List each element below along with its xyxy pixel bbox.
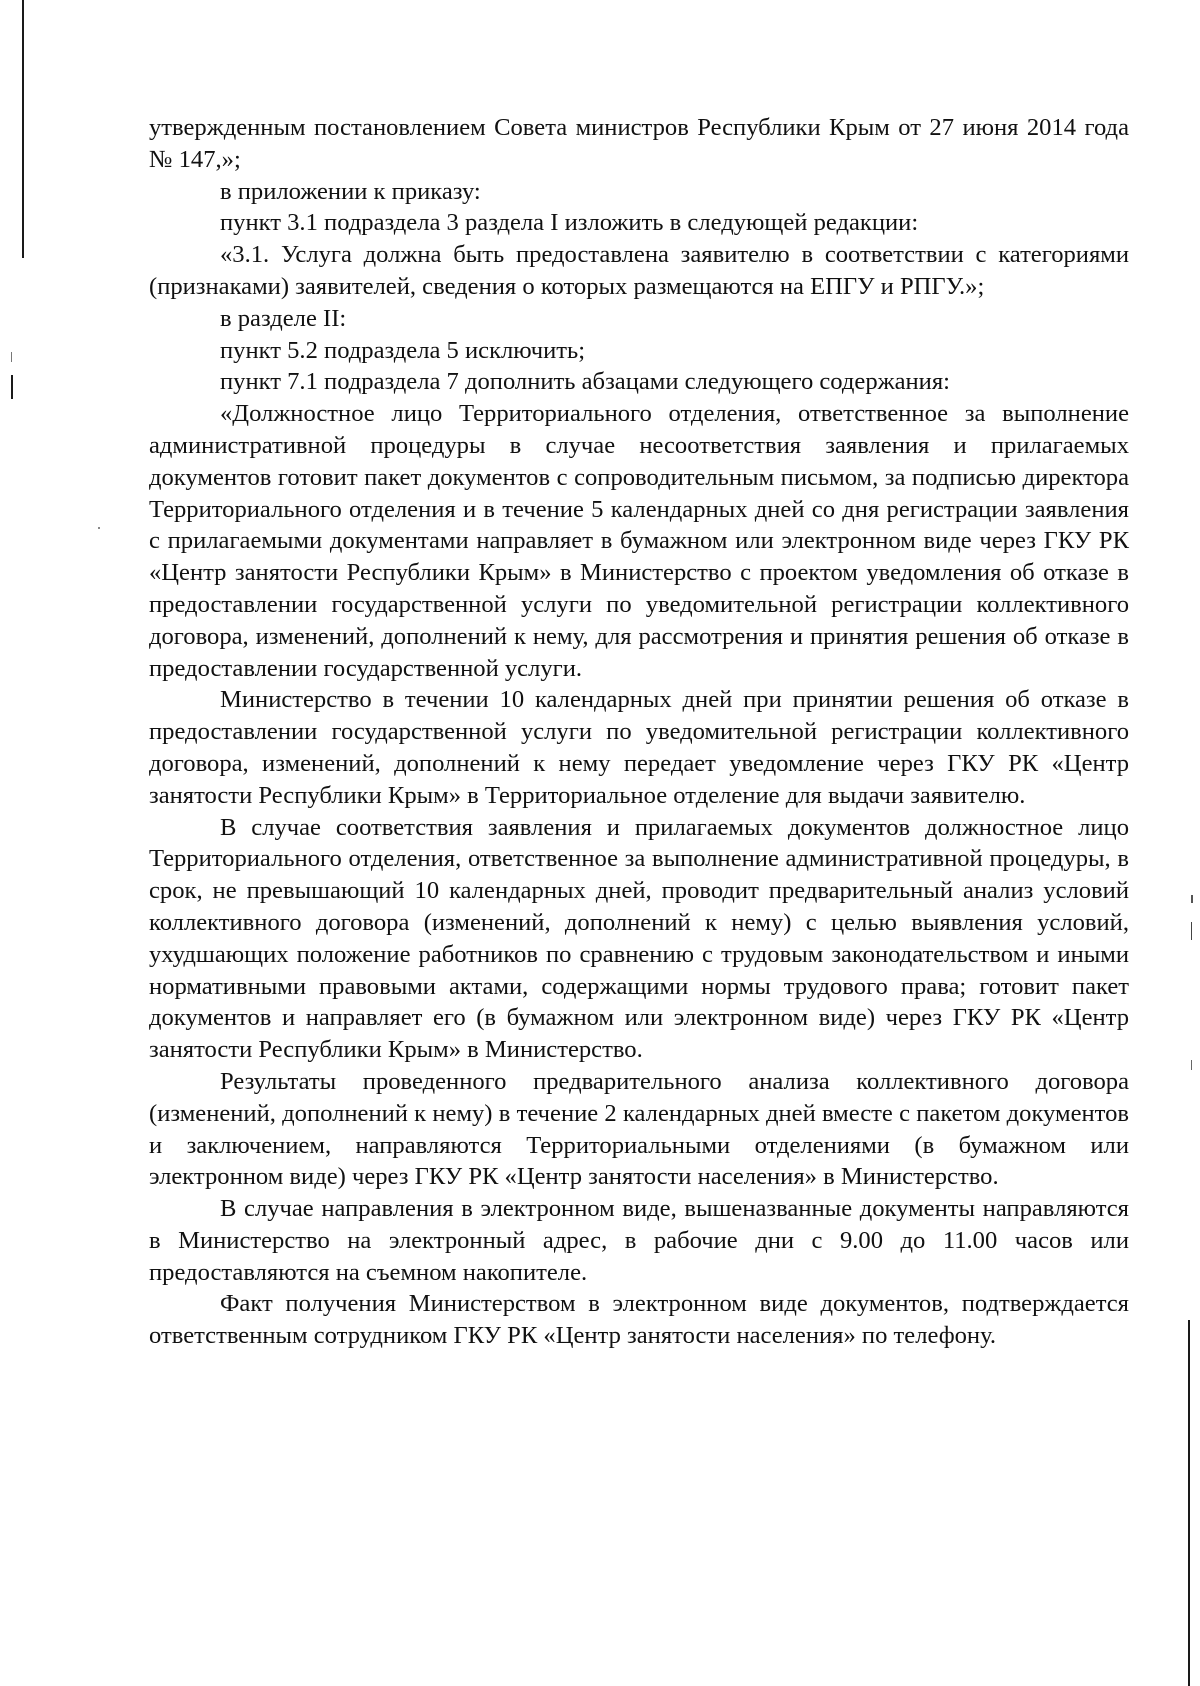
paragraph: «3.1. Услуга должна быть предоставлена заявителю в соответствии с категориями (признаками) заявителей, сведения о которых размещаются на ЕПГУ и РПГУ.»; <box>149 241 1129 300</box>
paragraph: Факт получения Министерством в электронном виде документов, подтверждается ответственным сотрудником ГКУ РК «Центр занятости населения» по телефону. <box>149 1290 1129 1350</box>
scan-margin-mark <box>11 352 12 362</box>
paragraph: пункт 3.1 подраздела 3 раздела I изложить в следующей редакции: <box>220 209 919 237</box>
paragraph: В случае направления в электронном виде, вышеназванные документы направляются в Министерство на электронный адрес, в рабочие дни с 9.00 до 11.00 часов или предоставляются на съемном накопителе. <box>149 1195 1129 1286</box>
paragraph: Министерство в течении 10 календарных дней при принятии решения об отказе в предоставлении государственной услуги по уведомительной регистрации коллективного договора, изменений, дополнений к нему передает уведомление через ГКУ РК «Центр занятости Республики Крым» в Территориальное отделение для выдачи заявителю. <box>149 686 1129 809</box>
scan-margin-mark <box>1191 922 1192 940</box>
scan-margin-mark <box>1191 895 1193 903</box>
paragraph: Результаты проведенного предварительного анализа коллективного договора (изменений, дополнений к нему) в течение 2 календарных дней вместе с пакетом документов и заключением, направляются Территориальными отделениями (в бумажном или электронном виде) через ГКУ РК «Центр занятости населения» в Министерство. <box>149 1067 1129 1191</box>
scan-margin-mark <box>1191 1060 1192 1070</box>
paragraph: пункт 5.2 подраздела 5 исключить; <box>220 336 586 364</box>
scan-margin-line <box>1188 1320 1190 1686</box>
paragraph: пункт 7.1 подраздела 7 дополнить абзацами следующего содержания: <box>220 368 950 396</box>
paragraph: «Должностное лицо Территориального отделения, ответственное за выполнение административной процедуры в случае несоответствия заявления и прилагаемых документов готовит пакет документов с сопроводительным письмом, за подписью директора Территориального отделения и в течение 5 календарных дней со дня регистрации заявления с прилагаемыми документами направляет в бумажном или электронном виде через ГКУ РК «Центр занятости Республики Крым» в Министерство с проектом уведомления об отказе в предоставлении государственной услуги по уведомительной регистрации коллективного договора, изменений, дополнений к нему, для рассмотрения и принятия решения об отказе в предоставлении государственной услуги. <box>149 400 1129 682</box>
scan-margin-mark <box>11 375 13 399</box>
document-body <box>149 112 1129 1352</box>
paragraph-continuation: утвержденным постановлением Совета министров Республики Крым от 27 июня 2014 года № 147,»; <box>149 114 1129 173</box>
scan-margin-line <box>22 0 24 258</box>
paragraph: в приложении к приказу: <box>220 177 481 205</box>
paragraph: в разделе II: <box>220 304 347 332</box>
scan-speck <box>98 527 100 529</box>
paragraph: В случае соответствия заявления и прилагаемых документов должностное лицо Территориального отделения, ответственное за выполнение административной процедуры, в срок, не превышающий 10 календарных дней, проводит предварительный анализ условий коллективного договора (изменений, дополнений к нему) с целью выявления условий, ухудшающих положение работников по сравнению с трудовым законодательством и иными нормативными правовыми актами, содержащими нормы трудового права; готовит пакет документов и направляет его (в бумажном или электронном виде) через ГКУ РК «Центр занятости Республики Крым» в Министерство. <box>149 813 1129 1064</box>
